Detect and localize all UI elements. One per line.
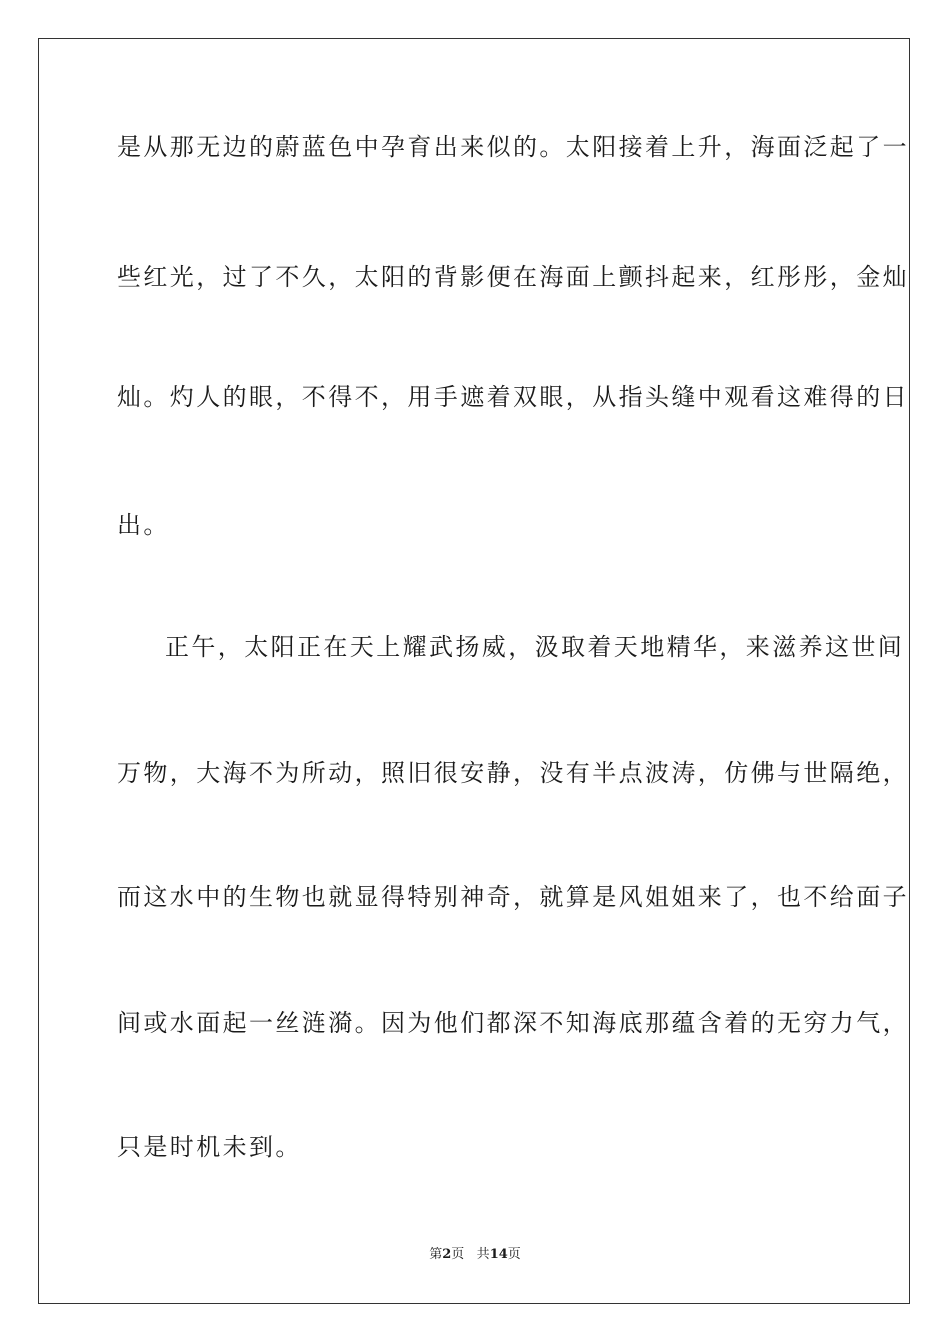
page-footer — [0, 1246, 950, 1264]
page-current-number: 2 — [442, 1247, 452, 1262]
text-line-9: 只是时机未到。 — [117, 1133, 302, 1161]
text-line-7: 而这水中的生物也就显得特别神奇，就算是风姐姐来了，也不给面子 — [117, 883, 909, 911]
text-line-6: 万物，大海不为所动，照旧很安静，没有半点波涛，仿佛与世隔绝， — [117, 759, 909, 787]
page-prefix: 第 — [429, 1247, 443, 1262]
text-line-5: 正午，太阳正在天上耀武扬威，汲取着天地精华，来滋养这世间 — [165, 633, 905, 661]
page-suffix: 页 — [451, 1247, 465, 1262]
text-line-1: 是从那无边的蔚蓝色中孕育出来似的。太阳接着上升，海面泛起了一 — [117, 133, 909, 161]
page-total-number: 14 — [489, 1247, 508, 1262]
text-line-3: 灿。灼人的眼，不得不，用手遮着双眼，从指头缝中观看这难得的日 — [117, 383, 909, 411]
page-border — [38, 38, 910, 1304]
total-prefix: 共 — [476, 1247, 490, 1262]
text-line-4: 出。 — [117, 511, 170, 539]
text-line-2: 些红光，过了不久，太阳的背影便在海面上颤抖起来，红彤彤，金灿 — [117, 263, 909, 291]
total-suffix: 页 — [507, 1247, 521, 1262]
text-line-8: 间或水面起一丝涟漪。因为他们都深不知海底那蕴含着的无穷力气， — [117, 1009, 909, 1037]
